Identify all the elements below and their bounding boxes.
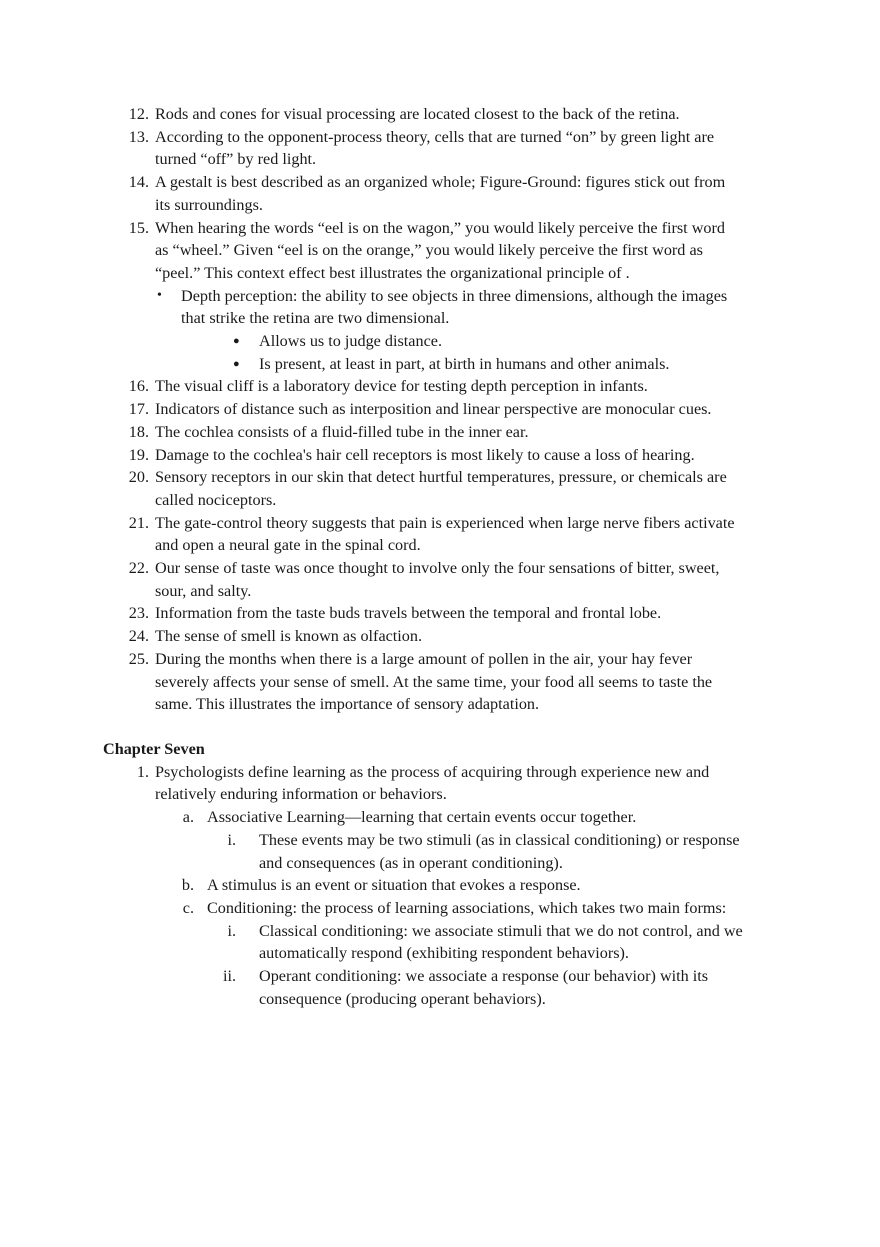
line-text: “peel.” This context effect best illustrates the organizational principle of . <box>155 263 630 282</box>
list-number: 20. <box>128 468 149 487</box>
line-text: Damage to the cochlea's hair cell receptors is most likely to cause a loss of hearing. <box>155 445 695 464</box>
line-text: Associative Learning—learning that certain events occur together. <box>207 808 637 827</box>
list-item-line <box>0 103 880 126</box>
list-item-line <box>0 375 880 398</box>
list-number: 12. <box>128 105 149 123</box>
line-text: During the months when there is a large amount of pollen in the air, your hay fever <box>155 649 693 668</box>
line-text: A stimulus is an event or situation that evokes a response. <box>207 876 581 895</box>
list-number: 15. <box>128 218 149 237</box>
list-number: 14. <box>128 173 149 192</box>
line-text: A gestalt is best described as an organized whole; Figure-Ground: figures stick out from <box>155 173 726 192</box>
line-text: severely affects your sense of smell. At the same time, your food all seems to taste the <box>155 672 713 691</box>
list-item-line <box>0 988 880 1011</box>
list-number: 17. <box>128 400 149 419</box>
line-text: turned “off” by red light. <box>155 150 317 169</box>
line-text: Depth perception: the ability to see objects in three dimensions, although the images <box>181 286 728 305</box>
list-item-line <box>0 512 880 535</box>
list-item-line <box>0 874 880 897</box>
list-item-line <box>0 126 880 149</box>
list-number: 13. <box>128 127 149 146</box>
list-number: a. <box>182 808 194 827</box>
line-text: same. This illustrates the importance of sensory adaptation. <box>155 695 540 714</box>
list-number: 1. <box>136 762 149 781</box>
list-item-line <box>0 262 880 285</box>
line-text: Operant conditioning: we associate a response (our behavior) with its <box>259 967 709 986</box>
list-number: ii. <box>222 967 236 986</box>
list-number: 21. <box>128 513 149 532</box>
line-text: Classical conditioning: we associate stimuli that we do not control, and we <box>259 921 743 940</box>
line-text: Information from the taste buds travels between the temporal and frontal lobe. <box>155 604 662 623</box>
list-item-line <box>0 444 880 467</box>
line-text: When hearing the words “eel is on the wagon,” you would likely perceive the first word <box>155 218 725 237</box>
line-text: Indicators of distance such as interposition and linear perspective are monocular cues. <box>155 400 712 419</box>
line-text: relatively enduring information or behaviors. <box>155 785 447 804</box>
line-text: Sensory receptors in our skin that detect hurtful temperatures, pressure, or chemicals are <box>155 468 727 487</box>
list-item-line <box>0 965 880 988</box>
list-number: 18. <box>128 422 149 441</box>
line-text: According to the opponent-process theory, cells that are turned “on” by green light are <box>155 127 715 146</box>
list-item-line <box>0 897 880 920</box>
list-item-line <box>0 580 880 603</box>
list-number: 19. <box>128 445 149 464</box>
line-text: Is present, at least in part, at birth in humans and other animals. <box>259 354 670 373</box>
line-text: The sense of smell is known as olfaction. <box>155 627 423 646</box>
list-item-line <box>0 602 880 625</box>
bullet-icon: • <box>157 287 162 303</box>
document-page <box>0 103 880 1010</box>
list-item-line <box>0 783 880 806</box>
list-item-line <box>0 489 880 512</box>
list-item-line <box>0 806 880 829</box>
list-item-line <box>0 852 880 875</box>
line-text: sour, and salty. <box>155 581 252 600</box>
line-text: automatically respond (exhibiting respondent behaviors). <box>259 944 629 963</box>
line-text: The visual cliff is a laboratory device for testing depth perception in infants. <box>155 377 648 396</box>
list-item-line <box>0 466 880 489</box>
list-item-line <box>0 829 880 852</box>
list-item-line <box>0 239 880 262</box>
bullet-line <box>0 330 880 353</box>
list-item-line <box>0 148 880 171</box>
chapter-heading: Chapter Seven <box>103 739 205 758</box>
list-number: i. <box>227 830 236 849</box>
list-item-line <box>0 217 880 240</box>
bullet-line <box>0 353 880 376</box>
list-item-line <box>0 625 880 648</box>
list-number: 16. <box>128 377 149 396</box>
bullet-line <box>0 285 880 308</box>
chapter-seven-list <box>0 761 880 1011</box>
line-text: These events may be two stimuli (as in classical conditioning) or response <box>259 830 740 849</box>
line-text: that strike the retina are two dimensional. <box>181 309 450 328</box>
line-text: Conditioning: the process of learning associations, which takes two main forms: <box>207 898 727 917</box>
line-text: Rods and cones for visual processing are located closest to the back of the retina. <box>155 105 680 123</box>
list-number: i. <box>227 921 236 940</box>
bullet-icon: ● <box>233 357 240 370</box>
line-text: its surroundings. <box>155 195 263 214</box>
list-item-line <box>0 421 880 444</box>
list-number: c. <box>182 898 194 917</box>
line-text: as “wheel.” Given “eel is on the orange,” you would likely perceive the first word as <box>155 241 703 260</box>
list-item-line <box>0 942 880 965</box>
list-item-line <box>0 171 880 194</box>
line-text: consequence (producing operant behaviors). <box>259 989 546 1008</box>
list-number: 24. <box>128 627 149 646</box>
bullet-icon: ● <box>233 335 240 348</box>
line-text: and consequences (as in operant conditioning). <box>259 853 563 872</box>
sensation-perception-list <box>0 103 880 716</box>
list-item-line <box>0 671 880 694</box>
line-text: Psychologists define learning as the process of acquiring through experience new and <box>155 762 710 781</box>
bullet-line <box>0 307 880 330</box>
line-text: Our sense of taste was once thought to involve only the four sensations of bitter, sweet, <box>155 559 720 578</box>
list-number: b. <box>181 876 194 895</box>
line-text: Allows us to judge distance. <box>259 332 442 351</box>
list-item-line <box>0 693 880 716</box>
list-item-line <box>0 648 880 671</box>
list-item-line <box>0 920 880 943</box>
line-text: The gate-control theory suggests that pain is experienced when large nerve fibers activate <box>155 513 735 532</box>
list-item-line <box>0 761 880 784</box>
list-item-line <box>0 557 880 580</box>
list-item-line <box>0 534 880 557</box>
list-number: 22. <box>128 559 149 578</box>
list-number: 23. <box>128 604 149 623</box>
line-text: called nociceptors. <box>155 490 277 509</box>
list-number: 25. <box>128 649 149 668</box>
list-item-line <box>0 194 880 217</box>
line-text: The cochlea consists of a fluid-filled tube in the inner ear. <box>155 422 529 441</box>
line-text: and open a neural gate in the spinal cord. <box>155 536 421 555</box>
list-item-line <box>0 398 880 421</box>
